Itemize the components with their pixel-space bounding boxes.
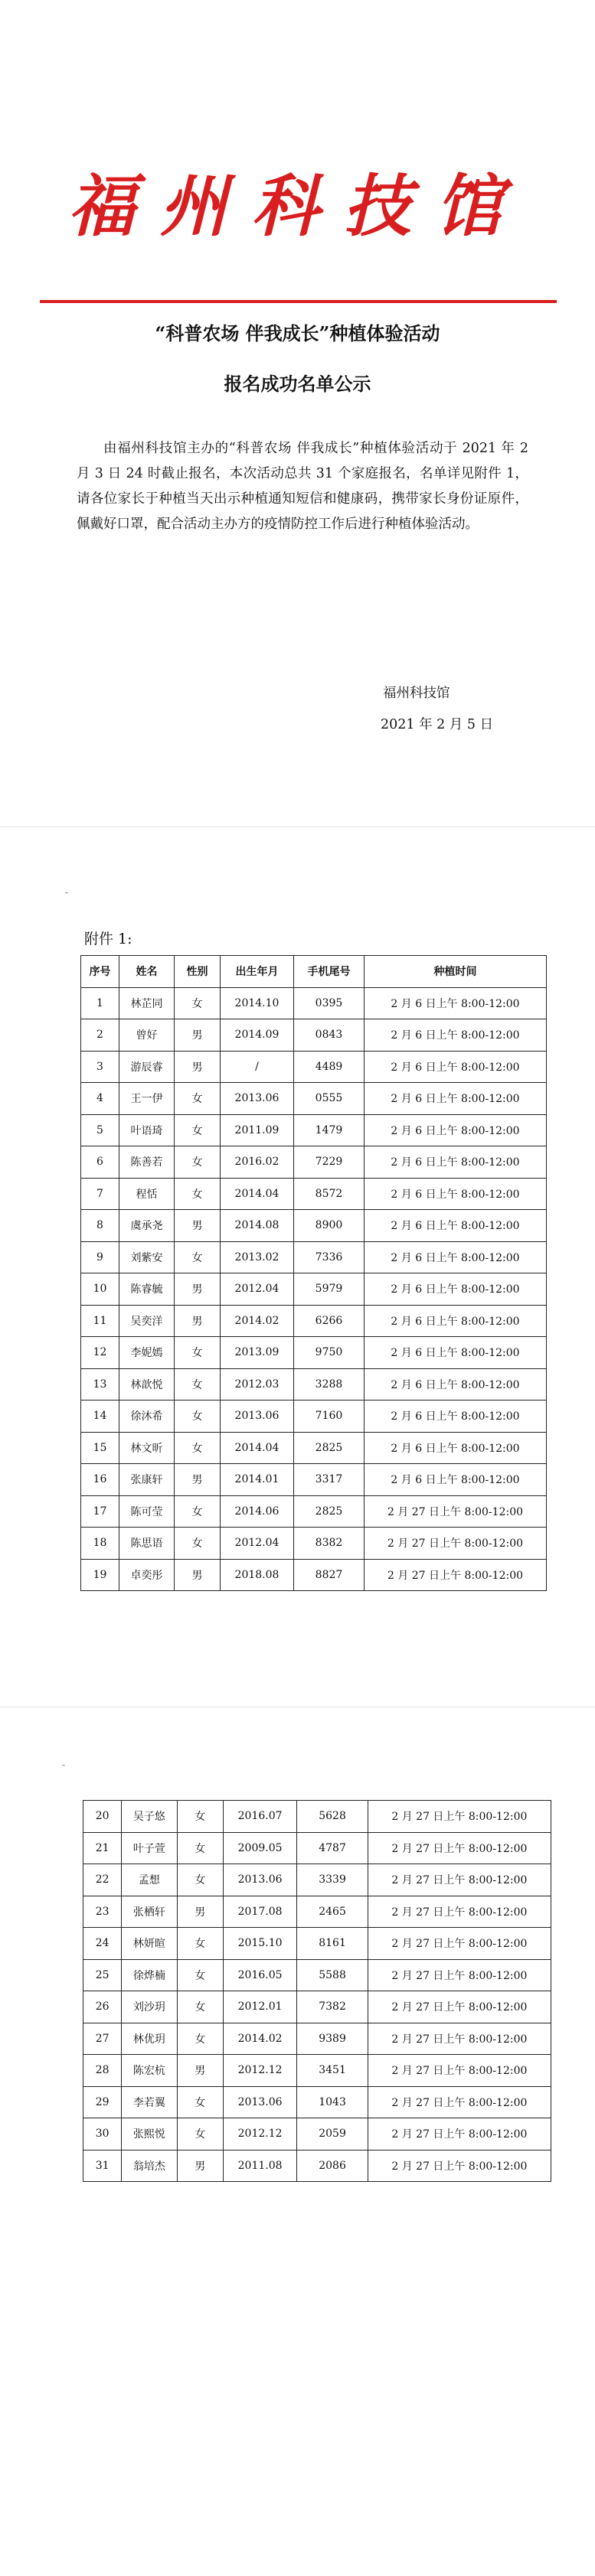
table-row [81,1559,547,1591]
cell-phone-suffix: 4489 [294,1051,365,1083]
cell-name: 曾好 [119,1019,175,1052]
table-row [81,1273,547,1306]
org-letterhead: 福州科技馆 [67,166,528,246]
cell-no: 19 [81,1559,119,1591]
table-row [83,2118,551,2150]
cell-gender: 男 [177,1896,223,1928]
cell-name: 翁培杰 [122,2150,177,2182]
table-row [81,1400,547,1433]
cell-planting-time: 2 月 27 日上午 8:00-12:00 [368,2023,551,2055]
cell-planting-time: 2 月 6 日上午 8:00-12:00 [365,1337,547,1369]
cell-birth: 2012.04 [221,1528,294,1560]
cell-planting-time: 2 月 27 日上午 8:00-12:00 [365,1495,547,1528]
signature-date: 2021 年 2 月 5 日 [381,717,494,732]
cell-planting-time: 2 月 6 日上午 8:00-12:00 [365,1146,547,1179]
letterhead-divider [40,300,557,303]
cell-planting-time: 2 月 6 日上午 8:00-12:00 [365,1114,547,1146]
cell-no: 9 [81,1241,119,1273]
table-row [81,1432,547,1464]
cell-phone-suffix: 0555 [294,1083,365,1115]
cell-no: 14 [81,1400,119,1433]
cell-planting-time: 2 月 6 日上午 8:00-12:00 [365,1368,547,1400]
cell-birth: 2016.02 [221,1146,294,1179]
table-row [81,1178,547,1210]
cell-phone-suffix: 5628 [297,1801,368,1833]
cell-phone-suffix: 8161 [297,1928,368,1960]
cell-no: 18 [81,1528,119,1560]
header-phone-suffix: 手机尾号 [294,956,365,988]
cell-planting-time: 2 月 6 日上午 8:00-12:00 [365,1083,547,1115]
cell-phone-suffix: 7160 [294,1400,365,1433]
header-gender: 性别 [175,956,221,988]
cell-phone-suffix: 2059 [297,2118,368,2150]
cell-gender: 男 [177,2150,223,2182]
cell-phone-suffix: 3288 [294,1368,365,1400]
cell-gender: 女 [175,1528,221,1560]
cell-birth: 2014.02 [221,1305,294,1337]
cell-gender: 男 [175,1019,221,1052]
cell-name: 刘沙玥 [122,1991,177,2023]
cell-birth: / [221,1051,294,1083]
cell-planting-time: 2 月 6 日上午 8:00-12:00 [365,1400,547,1433]
header-birth: 出生年月 [221,956,294,988]
cell-phone-suffix: 3451 [297,2055,368,2087]
cell-gender: 女 [177,1864,223,1896]
cell-planting-time: 2 月 6 日上午 8:00-12:00 [365,1019,547,1052]
cell-no: 10 [81,1273,119,1306]
cell-name: 林芷同 [119,987,175,1019]
cell-phone-suffix: 8900 [294,1210,365,1242]
table-row [81,1019,547,1052]
cell-name: 刘紫安 [119,1241,175,1273]
cell-gender: 女 [175,1114,221,1146]
cell-gender: 女 [177,1991,223,2023]
cell-planting-time: 2 月 27 日上午 8:00-12:00 [368,1896,551,1928]
cell-no: 25 [83,1959,122,1991]
cell-no: 30 [83,2118,122,2150]
cell-gender: 男 [175,1305,221,1337]
cell-birth: 2014.04 [221,1178,294,1210]
cell-name: 林文昕 [119,1432,175,1464]
cell-birth: 2014.10 [221,987,294,1019]
cell-name: 张熙悦 [122,2118,177,2150]
cell-no: 31 [83,2150,122,2182]
cell-no: 27 [83,2023,122,2055]
cell-name: 陈善若 [119,1146,175,1179]
cell-no: 7 [81,1178,119,1210]
cell-birth: 2015.10 [223,1928,296,1960]
cell-birth: 2014.01 [221,1464,294,1496]
roster-table-continued [83,1800,551,2182]
cell-planting-time: 2 月 6 日上午 8:00-12:00 [365,1273,547,1306]
cell-name: 王一伊 [119,1083,175,1115]
cell-planting-time: 2 月 27 日上午 8:00-12:00 [368,1991,551,2023]
cell-planting-time: 2 月 6 日上午 8:00-12:00 [365,1432,547,1464]
cell-gender: 男 [175,1051,221,1083]
cell-gender: 女 [175,1146,221,1179]
table-row [81,1241,547,1273]
cell-planting-time: 2 月 27 日上午 8:00-12:00 [368,1959,551,1991]
cell-name: 游辰睿 [119,1051,175,1083]
cell-no: 21 [83,1832,122,1864]
cell-name: 孟想 [122,1864,177,1896]
cell-gender: 男 [177,2055,223,2087]
cell-gender: 女 [175,1432,221,1464]
cell-planting-time: 2 月 27 日上午 8:00-12:00 [368,2150,551,2182]
cell-gender: 女 [177,1832,223,1864]
cell-planting-time: 2 月 6 日上午 8:00-12:00 [365,1464,547,1496]
cell-birth: 2012.03 [221,1368,294,1400]
cell-birth: 2013.02 [221,1241,294,1273]
cell-planting-time: 2 月 27 日上午 8:00-12:00 [368,2055,551,2087]
cell-phone-suffix: 1479 [294,1114,365,1146]
cell-birth: 2016.05 [223,1959,296,1991]
cell-no: 8 [81,1210,119,1242]
cell-phone-suffix: 0843 [294,1019,365,1052]
cell-gender: 女 [175,1400,221,1433]
cell-no: 13 [81,1368,119,1400]
cell-gender: 女 [175,1241,221,1273]
cell-gender: 女 [175,1495,221,1528]
table-row [81,1114,547,1146]
cell-phone-suffix: 4787 [297,1832,368,1864]
cell-birth: 2014.06 [221,1495,294,1528]
cell-name: 陈可莹 [119,1495,175,1528]
header-planting-time: 种植时间 [365,956,547,988]
notice-page [0,0,595,815]
table-row [83,1959,551,1991]
cell-planting-time: 2 月 27 日上午 8:00-12:00 [368,1864,551,1896]
cell-gender: 男 [175,1273,221,1306]
cell-birth: 2012.04 [221,1273,294,1306]
cell-no: 28 [83,2055,122,2087]
cell-birth: 2017.08 [223,1896,296,1928]
cell-no: 17 [81,1495,119,1528]
scan-mark: ⁃ [64,888,69,898]
cell-gender: 女 [175,1083,221,1115]
cell-gender: 女 [175,1368,221,1400]
cell-phone-suffix: 2465 [297,1896,368,1928]
cell-birth: 2013.06 [223,1864,296,1896]
cell-phone-suffix: 7229 [294,1146,365,1179]
cell-birth: 2014.04 [221,1432,294,1464]
table-row [81,987,547,1019]
cell-gender: 男 [175,1464,221,1496]
cell-phone-suffix: 5979 [294,1273,365,1306]
cell-birth: 2013.09 [221,1337,294,1369]
cell-phone-suffix: 8827 [294,1559,365,1591]
table-row [83,2023,551,2055]
table-row [83,2086,551,2118]
cell-name: 卓奕彤 [119,1559,175,1591]
cell-gender: 女 [175,1337,221,1369]
table-row [81,1051,547,1083]
cell-planting-time: 2 月 6 日上午 8:00-12:00 [365,1305,547,1337]
cell-birth: 2009.05 [223,1832,296,1864]
cell-phone-suffix: 3317 [294,1464,365,1496]
cell-name: 叶语琦 [119,1114,175,1146]
cell-planting-time: 2 月 27 日上午 8:00-12:00 [365,1559,547,1591]
cell-no: 16 [81,1464,119,1496]
cell-no: 22 [83,1864,122,1896]
cell-gender: 女 [175,1178,221,1210]
cell-name: 张康轩 [119,1464,175,1496]
cell-planting-time: 2 月 27 日上午 8:00-12:00 [365,1528,547,1560]
notice-body: 由福州科技馆主办的“科普农场 伴我成长”种植体验活动于 2021 年 2 月 3 日 24 时截止报名，本次活动总共 31 个家庭报名，名单详见附件 1，请各位家长于种植当天出示种植通知短信和健康码，携带家长身份证原件，佩戴好口罩，配合活动主办方的疫情防控工作后进行种植体验活动。 [77,441,528,532]
cell-gender: 女 [177,2086,223,2118]
cell-phone-suffix: 2086 [297,2150,368,2182]
cell-name: 陈宏杭 [122,2055,177,2087]
cell-planting-time: 2 月 27 日上午 8:00-12:00 [368,2086,551,2118]
cell-gender: 男 [175,1559,221,1591]
cell-planting-time: 2 月 27 日上午 8:00-12:00 [368,2118,551,2150]
cell-gender: 男 [175,1210,221,1242]
cell-phone-suffix: 2825 [294,1495,365,1528]
cell-planting-time: 2 月 6 日上午 8:00-12:00 [365,1241,547,1273]
table-row [83,2055,551,2087]
cell-birth: 2013.06 [221,1400,294,1433]
table-row [83,1896,551,1928]
document-title: “科普农场 伴我成长”种植体验活动 [155,322,440,344]
cell-name: 张栖轩 [122,1896,177,1928]
cell-phone-suffix: 1043 [297,2086,368,2118]
attachment-label: 附件 1: [84,931,132,947]
cell-name: 李若翼 [122,2086,177,2118]
cell-gender: 女 [175,987,221,1019]
cell-name: 虞承尧 [119,1210,175,1242]
cell-birth: 2013.06 [221,1083,294,1115]
cell-no: 12 [81,1337,119,1369]
cell-planting-time: 2 月 6 日上午 8:00-12:00 [365,1210,547,1242]
cell-name: 陈思语 [119,1528,175,1560]
table-row [83,2150,551,2182]
cell-gender: 女 [177,2118,223,2150]
cell-no: 5 [81,1114,119,1146]
cell-gender: 女 [177,1801,223,1833]
cell-phone-suffix: 7382 [297,1991,368,2023]
cell-gender: 女 [177,1928,223,1960]
cell-no: 29 [83,2086,122,2118]
roster-table [80,955,547,1591]
cell-no: 4 [81,1083,119,1115]
cell-birth: 2011.09 [221,1114,294,1146]
cell-gender: 女 [177,2023,223,2055]
cell-no: 15 [81,1432,119,1464]
cell-no: 23 [83,1896,122,1928]
table-row [81,1368,547,1400]
table-row [81,1305,547,1337]
cell-no: 20 [83,1801,122,1833]
table-row [81,1146,547,1179]
signature-org: 福州科技馆 [383,686,450,701]
cell-birth: 2012.12 [223,2055,296,2087]
table-row [83,1864,551,1896]
table-row [83,1928,551,1960]
cell-planting-time: 2 月 6 日上午 8:00-12:00 [365,1051,547,1083]
cell-birth: 2018.08 [221,1559,294,1591]
cell-phone-suffix: 6266 [294,1305,365,1337]
cell-name: 徐沐希 [119,1400,175,1433]
cell-no: 6 [81,1146,119,1179]
table-row [81,1083,547,1115]
cell-planting-time: 2 月 27 日上午 8:00-12:00 [368,1832,551,1864]
header-no: 序号 [81,956,119,988]
cell-name: 叶子萱 [122,1832,177,1864]
table-row [81,1528,547,1560]
cell-name: 陈睿毓 [119,1273,175,1306]
cell-birth: 2014.08 [221,1210,294,1242]
cell-phone-suffix: 5588 [297,1959,368,1991]
cell-phone-suffix: 7336 [294,1241,365,1273]
cell-planting-time: 2 月 27 日上午 8:00-12:00 [368,1928,551,1960]
cell-phone-suffix: 2825 [294,1432,365,1464]
cell-phone-suffix: 9750 [294,1337,365,1369]
cell-no: 26 [83,1991,122,2023]
scan-mark: ⁃ [61,1760,66,1771]
table-row [83,1991,551,2023]
cell-planting-time: 2 月 6 日上午 8:00-12:00 [365,1178,547,1210]
cell-birth: 2016.07 [223,1801,296,1833]
cell-phone-suffix: 9389 [297,2023,368,2055]
cell-phone-suffix: 8572 [294,1178,365,1210]
cell-name: 林妍暄 [122,1928,177,1960]
cell-phone-suffix: 3339 [297,1864,368,1896]
cell-birth: 2014.09 [221,1019,294,1052]
table-row [81,1464,547,1496]
cell-name: 程恬 [119,1178,175,1210]
cell-gender: 女 [177,1959,223,1991]
cell-no: 1 [81,987,119,1019]
document-subtitle: 报名成功名单公示 [224,373,371,395]
cell-planting-time: 2 月 27 日上午 8:00-12:00 [368,1801,551,1833]
cell-name: 林歆悦 [119,1368,175,1400]
table-row [83,1801,551,1833]
cell-no: 11 [81,1305,119,1337]
cell-no: 24 [83,1928,122,1960]
table-row [83,1832,551,1864]
cell-planting-time: 2 月 6 日上午 8:00-12:00 [365,987,547,1019]
table-row [81,1495,547,1528]
cell-birth: 2012.01 [223,1991,296,2023]
table-header-row [81,956,547,988]
cell-no: 3 [81,1051,119,1083]
cell-name: 吴子悠 [122,1801,177,1833]
cell-phone-suffix: 8382 [294,1528,365,1560]
cell-birth: 2011.08 [223,2150,296,2182]
cell-name: 徐烨楠 [122,1959,177,1991]
table-row [81,1337,547,1369]
cell-birth: 2012.12 [223,2118,296,2150]
cell-no: 2 [81,1019,119,1052]
cell-name: 李妮嫣 [119,1337,175,1369]
cell-birth: 2014.02 [223,2023,296,2055]
cell-name: 林优玥 [122,2023,177,2055]
header-name: 姓名 [119,956,175,988]
cell-birth: 2013.06 [223,2086,296,2118]
table-row [81,1210,547,1242]
cell-name: 吴奕洋 [119,1305,175,1337]
cell-phone-suffix: 0395 [294,987,365,1019]
